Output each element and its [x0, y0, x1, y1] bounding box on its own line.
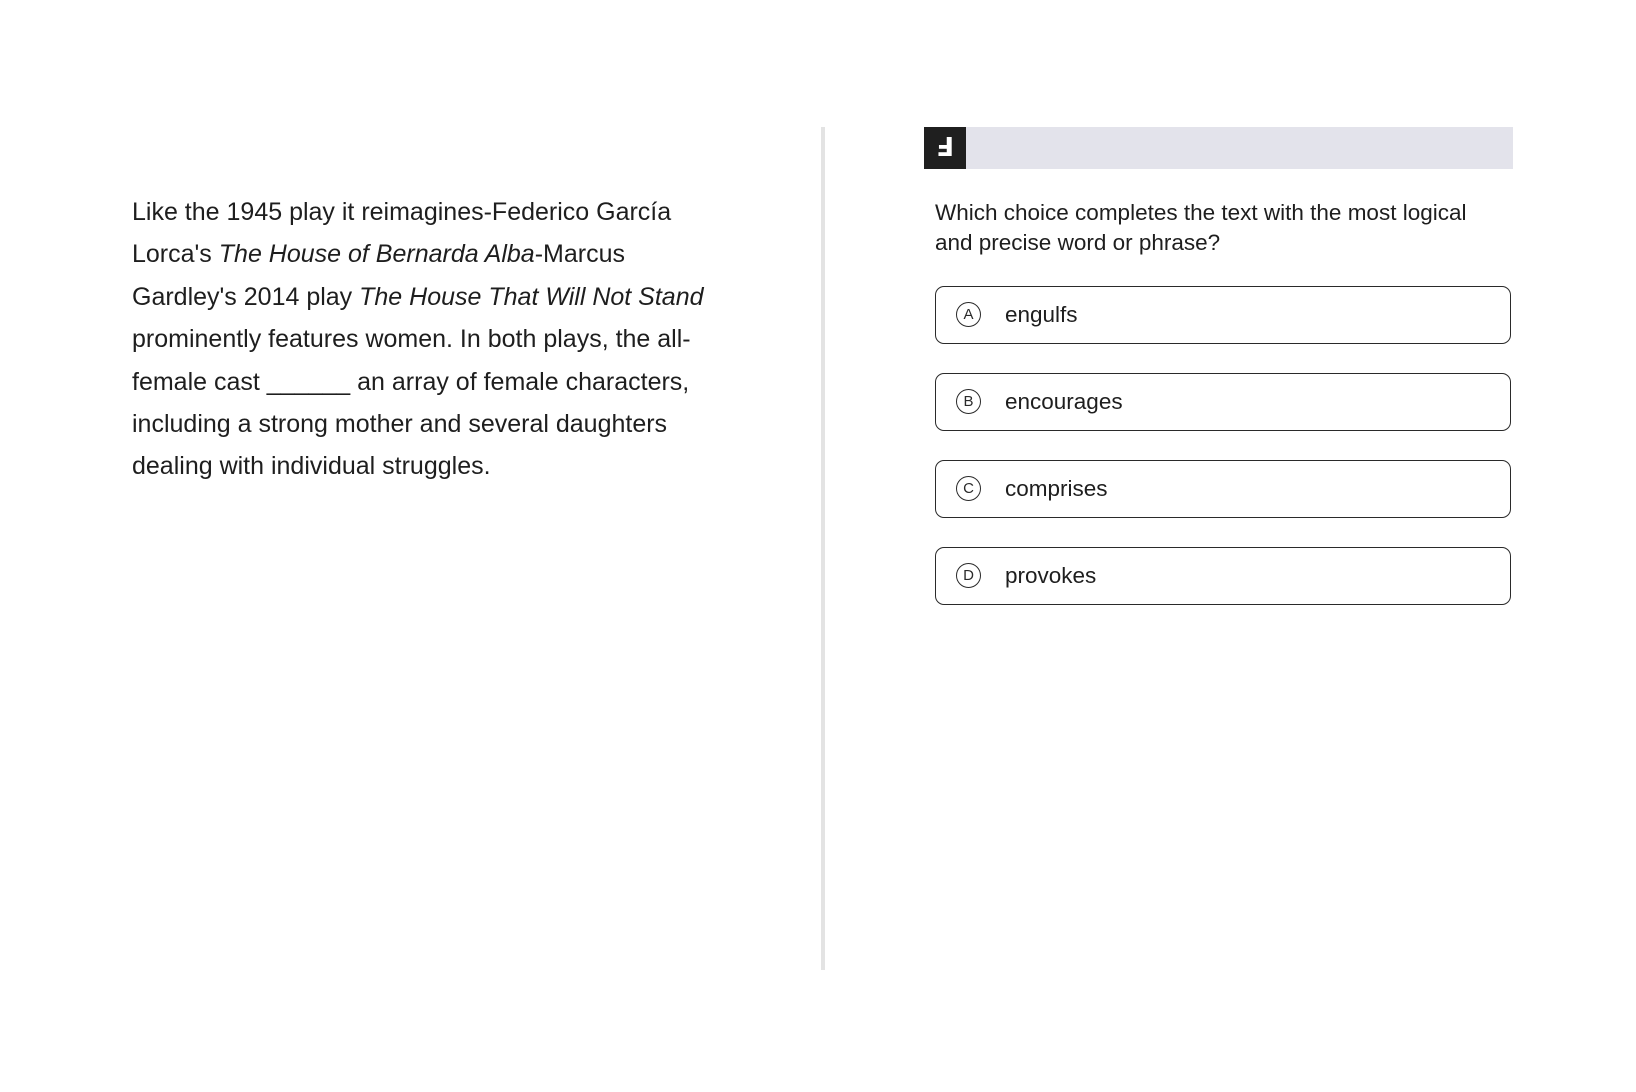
question-header-bar [924, 127, 1513, 169]
passage-italic-title: The House That Will Not Stand [359, 282, 704, 311]
pane-divider[interactable] [821, 127, 825, 970]
passage-segment: prominently features women. In both plays, the all-female cast ______ an array of female characters, including a strong mother and several daughters dealing with individual struggles. [132, 325, 691, 481]
passage-text [132, 191, 732, 488]
choice-text: provokes [1005, 563, 1097, 588]
choice-letter-badge: B [956, 389, 981, 414]
answer-choice-c[interactable] [935, 460, 1511, 518]
answer-choice-a[interactable] [935, 286, 1511, 344]
answer-choice-b[interactable] [935, 373, 1511, 431]
answer-choice-d[interactable] [935, 547, 1511, 605]
mark-for-review-icon[interactable]: Ⅎ [924, 127, 966, 169]
choice-letter-badge: A [956, 302, 981, 327]
choice-text: engulfs [1005, 302, 1078, 327]
choice-text: encourages [1005, 389, 1123, 414]
question-prompt: Which choice completes the text with the most logical and precise word or phrase? [935, 200, 1467, 255]
choice-letter-badge: D [956, 563, 981, 588]
passage-segment: -Marcus Gardley's 2014 play [132, 240, 625, 311]
passage-segment: Like the 1945 play it reimagines-Federico García Lorca's [132, 198, 672, 269]
choice-text: comprises [1005, 476, 1108, 501]
passage-italic-title: The House of Bernarda Alba [218, 240, 535, 269]
choice-letter-badge: C [956, 476, 981, 501]
